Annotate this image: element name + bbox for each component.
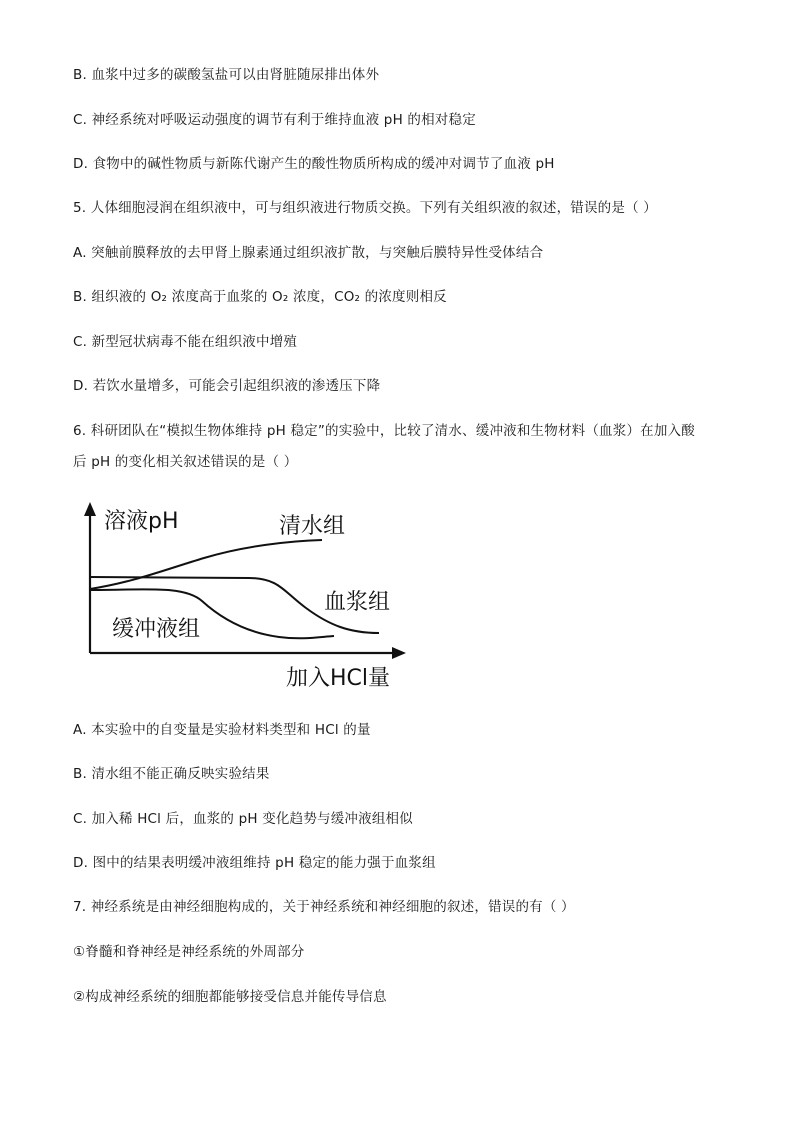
option-d-q6: D. 图中的结果表明缓冲液组维持 pH 稳定的能力强于血浆组 — [73, 855, 436, 871]
option-a-q5: A. 突触前膜释放的去甲肾上腺素通过组织液扩散，与突触后膜特异性受体结合 — [73, 245, 544, 261]
x-axis-label: 加入HCl量 — [286, 666, 391, 691]
y-axis-label: 溶液pH — [104, 509, 179, 534]
statement-1-q7: ①脊髓和脊神经是神经系统的外周部分 — [73, 944, 305, 960]
option-d-q5: D. 若饮水量增多，可能会引起组织液的渗透压下降 — [73, 378, 381, 394]
question-6-stem-line2: 后 pH 的变化相关叙述错误的是（ ） — [73, 454, 298, 470]
option-d-q4: D. 食物中的碱性物质与新陈代谢产生的酸性物质所构成的缓冲对调节了血液 pH — [73, 156, 555, 172]
question-6-stem-line1: 6. 科研团队在“模拟生物体维持 pH 稳定”的实验中，比较了清水、缓冲液和生物材料（血浆）在加入酸 — [73, 423, 695, 439]
series-label-buffer: 缓冲液组 — [112, 617, 201, 642]
option-b-q6: B. 清水组不能正确反映实验结果 — [73, 766, 270, 782]
series-line-water — [90, 540, 322, 589]
question-5-stem: 5. 人体细胞浸润在组织液中，可与组织液进行物质交换。下列有关组织液的叙述，错误的是（ ） — [73, 200, 657, 216]
y-axis-arrow-icon — [84, 502, 96, 516]
option-b-q4: B. 血浆中过多的碳酸氢盐可以由肾脏随尿排出体外 — [73, 67, 380, 83]
option-c-q5: C. 新型冠状病毒不能在组织液中增殖 — [73, 334, 298, 350]
ph-change-figure — [74, 500, 414, 695]
question-7-stem: 7. 神经系统是由神经细胞构成的，关于神经系统和神经细胞的叙述，错误的有（ ） — [73, 899, 575, 915]
statement-2-q7: ②构成神经系统的细胞都能够接受信息并能传导信息 — [73, 989, 387, 1005]
option-c-q6: C. 加入稀 HCl 后，血浆的 pH 变化趋势与缓冲液组相似 — [73, 811, 413, 827]
option-c-q4: C. 神经系统对呼吸运动强度的调节有利于维持血液 pH 的相对稳定 — [73, 112, 476, 128]
series-label-water: 清水组 — [279, 514, 346, 539]
series-label-plasma: 血浆组 — [324, 590, 391, 615]
option-a-q6: A. 本实验中的自变量是实验材料类型和 HCl 的量 — [73, 722, 371, 738]
x-axis-arrow-icon — [392, 647, 406, 659]
option-b-q5: B. 组织液的 O₂ 浓度高于血浆的 O₂ 浓度，CO₂ 的浓度则相反 — [73, 289, 447, 305]
